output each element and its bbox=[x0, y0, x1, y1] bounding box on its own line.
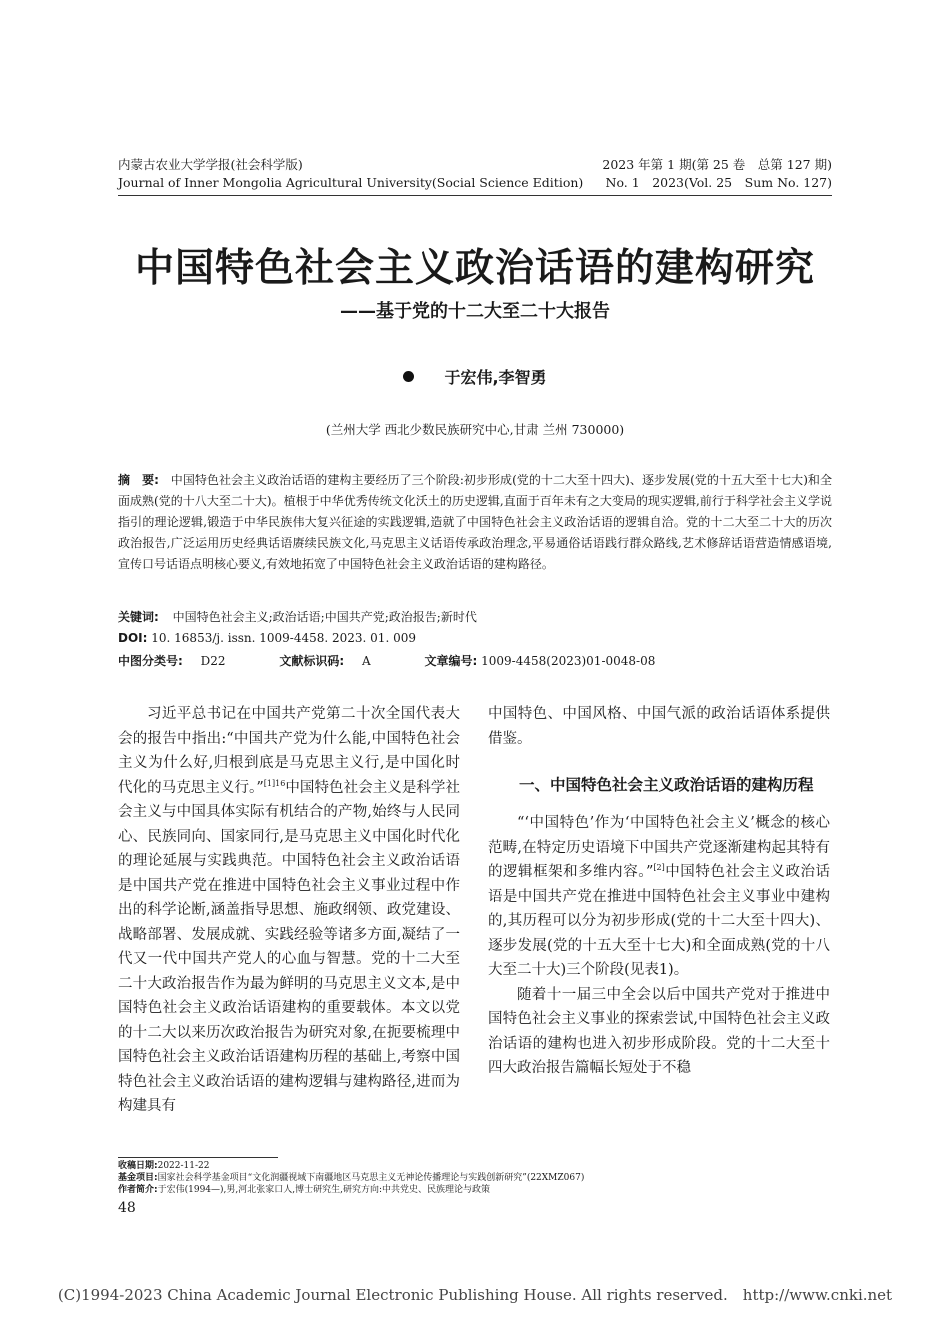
classification bbox=[118, 651, 655, 671]
copyright-footer: (C)1994-2023 China Academic Journal Electronic Publishing House. All rights reserved. http://www.cnki.net bbox=[57, 1286, 893, 1304]
doi bbox=[118, 628, 416, 648]
running-header-right bbox=[602, 156, 832, 192]
author-bio-label: 作者简介: bbox=[118, 1185, 158, 1195]
doc-code-value: A bbox=[362, 654, 371, 668]
footnote-rule bbox=[118, 1157, 278, 1158]
issue-cn: 2023 年第 1 期(第 25 卷 总第 127 期) bbox=[602, 157, 832, 172]
article-no-label: 文章编号: bbox=[424, 654, 478, 668]
abstract bbox=[118, 470, 832, 575]
bullet-icon bbox=[403, 371, 414, 382]
paragraph bbox=[488, 811, 830, 983]
paragraph-text: 习近平总书记在中国共产党第二十次全国代表大会的报告中指出:“中国共产党为什么能,中国特色社会主义为什么好,归根到底是马克思主义行,是中国化时代化的马克思主义行。” bbox=[118, 706, 460, 796]
article-no-value: 1009-4458(2023)01-0048-08 bbox=[481, 654, 656, 668]
doi-label: DOI: bbox=[118, 631, 148, 645]
section-heading: 一、中国特色社会主义政治话语的建构历程 bbox=[519, 776, 814, 794]
paragraph-continued: 中国特色、中国风格、中国气派的政治话语体系提供借鉴。 bbox=[488, 706, 830, 747]
author-line bbox=[0, 365, 950, 388]
doi-text: 10. 16853/j. issn. 1009-4458. 2023. 01. 009 bbox=[151, 631, 416, 645]
journal-title-cn: 内蒙古农业大学学报(社会科学版) bbox=[118, 157, 303, 172]
footnote-fund bbox=[118, 1172, 584, 1184]
fund-text: 国家社会科学基金项目“文化润疆视域下南疆地区马克思主义无神论传播理论与实践创新研究”(22XMZ067) bbox=[157, 1173, 585, 1183]
fund-label: 基金项目: bbox=[118, 1173, 158, 1183]
footnote-received bbox=[118, 1160, 210, 1172]
received-date: 2022-11-22 bbox=[157, 1161, 210, 1171]
received-label: 收稿日期: bbox=[118, 1161, 158, 1171]
keywords-text: 中国特色社会主义;政治话语;中国共产党;政治报告;新时代 bbox=[172, 610, 477, 624]
paragraph-text: “‘中国特色’作为‘中国特色社会主义’概念的核心范畴,在特定历史语境下中国共产党逐渐建构起其特有的逻辑框架和多维内容。” bbox=[488, 815, 830, 880]
keywords bbox=[118, 607, 477, 627]
paragraph-text: 中国特色社会主义是科学社会主义与中国具体实际有机结合的产物,始终与人民同心、民族同向、国家同行,是马克思主义中国化时代化的理论延展与实践典范。中国特色社会主义政治话语是中国共产党在推进中国特色社会主义事业过程中作出的科学论断,涵盖指导思想、施政纲领、政党建设、战略部署、发展成就、实践经验等诸多方面,凝结了一代又一代中国共产党人的心血与智慧。党的十二大至二十大政治报告作为最为鲜明的马克思主义文本,是中国特色社会主义政治话语建构的重要载体。本文以党的十二大以来历次政治报告为研究对象,在扼要梳理中国特色社会主义政治话语建构历程的基础上,考察中国特色社会主义政治话语的建构逻辑与建构路径,进而为构建具有 bbox=[118, 779, 460, 1114]
paragraph: 随着十一届三中全会以后中国共产党对于推进中国特色社会主义事业的探索尝试,中国特色社会主义政治话语的建构也进入初步形成阶段。党的十二大至十四大政治报告篇幅长短处于不稳 bbox=[488, 986, 830, 1076]
journal-title-en: Journal of Inner Mongolia Agricultural University(Social Science Edition) bbox=[118, 175, 584, 190]
paragraph-text: 中国特色社会主义政治话语是中国共产党在推进中国特色社会主义事业中建构的,其历程可以分为初步形成(党的十二大至十四大)、逐步发展(党的十五大至十七大)和全面成熟(党的十八大至二十大)三个阶段(见表1)。 bbox=[488, 864, 830, 978]
affiliation: (兰州大学 西北少数民族研究中心,甘肃 兰州 730000) bbox=[325, 422, 625, 437]
body-column-left bbox=[118, 702, 460, 1119]
authors: 于宏伟,李智勇 bbox=[444, 368, 547, 387]
clc-label: 中图分类号: bbox=[118, 654, 183, 668]
issue-en: No. 1 2023(Vol. 25 Sum No. 127) bbox=[605, 175, 832, 190]
page-number: 48 bbox=[118, 1200, 136, 1216]
author-bio: 于宏伟(1994—),男,河北张家口人,博士研究生,研究方向:中共党史、民族理论与政策 bbox=[157, 1185, 491, 1195]
running-header-left bbox=[118, 156, 583, 192]
article-subtitle: ——基于党的十二大至二十大报告 bbox=[340, 301, 610, 322]
citation: [1]16 bbox=[263, 778, 286, 788]
body-column-right bbox=[488, 702, 830, 1081]
article-title: 中国特色社会主义政治话语的建构研究 bbox=[134, 246, 815, 291]
paragraph bbox=[118, 702, 460, 1119]
citation: [2] bbox=[653, 863, 665, 873]
abstract-label: 摘 要: bbox=[118, 473, 159, 487]
keywords-label: 关键词: bbox=[118, 610, 159, 624]
abstract-text: 中国特色社会主义政治话语的建构主要经历了三个阶段:初步形成(党的十二大至十四大)、逐步发展(党的十五大至十七大)和全面成熟(党的十八大至二十大)。植根于中华优秀传统文化沃土的历史逻辑,直面于百年未有之大变局的现实逻辑,前行于科学社会主义学说指引的理论逻辑,锻造于中华民族伟大复兴征途的实践逻辑,造就了中国特色社会主义政治话语的逻辑自洽。党的十二大至二十大的历次政治报告,广泛运用历史经典话语赓续民族文化,马克思主义话语传承政治理念,平易通俗话语践行群众路线,艺术修辞话语营造情感语境,宣传口号话语点明核心要义,有效地拓宽了中国特色社会主义政治话语的建构路径。 bbox=[118, 473, 832, 571]
doc-code-label: 文献标识码: bbox=[279, 654, 345, 668]
clc-value: D22 bbox=[200, 654, 226, 668]
header-rule bbox=[118, 195, 832, 196]
footnote-author bbox=[118, 1184, 490, 1196]
